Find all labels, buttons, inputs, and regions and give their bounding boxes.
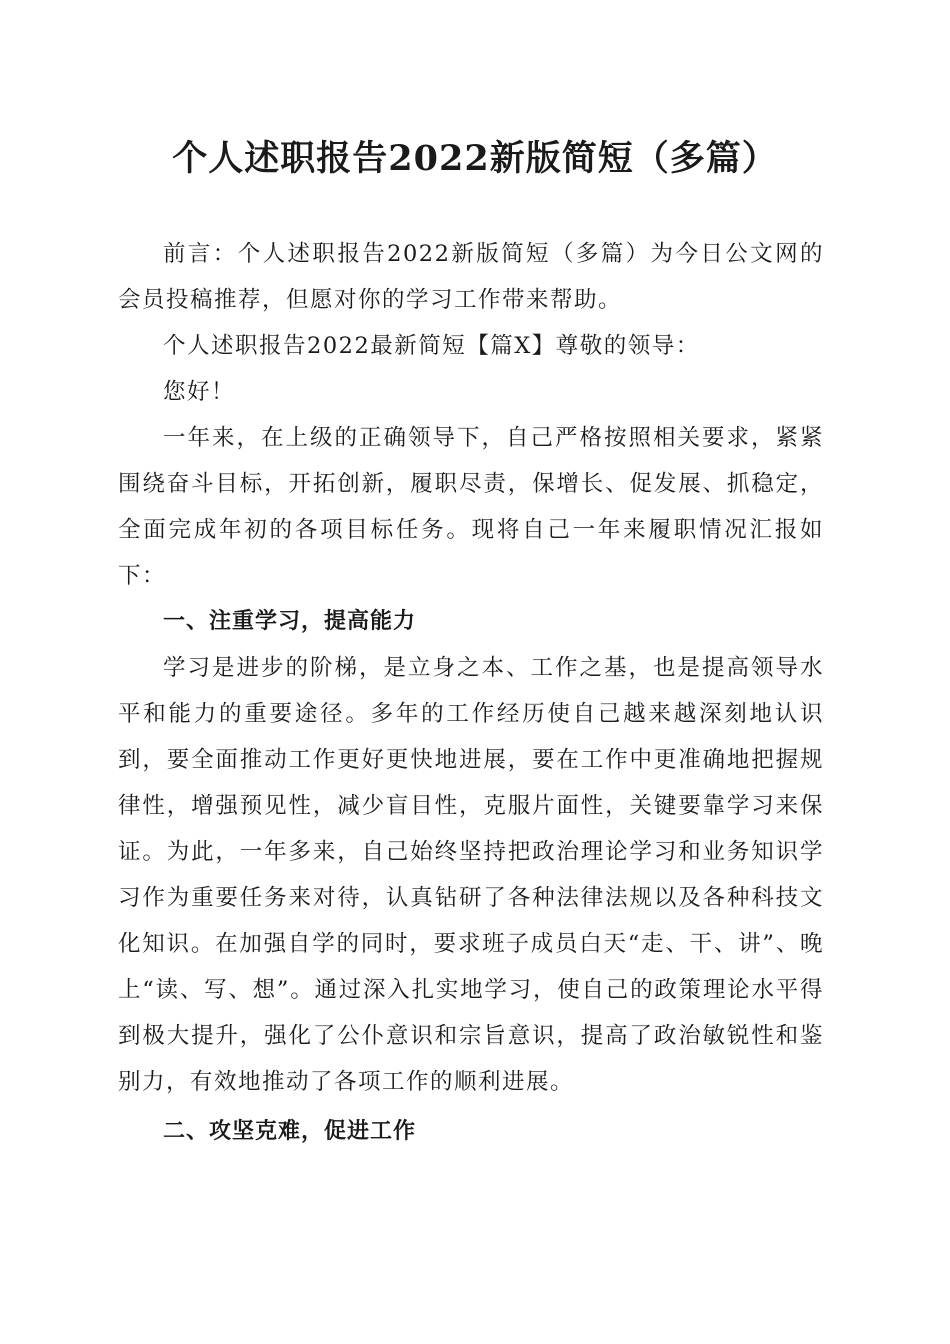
- section-heading-2: 二、攻坚克难，促进工作: [163, 1119, 417, 1144]
- section-1-paragraph: 学习是进步的阶梯，是立身之本、工作之基，也是提高领导水平和能力的重要途径。多年的工作经历使自己越来越深刻地认识到，要全面推动工作更好更快地进展，要在工作中更准确地把握规律性，增强预见性，减少盲目性，克服片面性，关键要靠学习来保证。为此，一年多来，自己始终坚持把政治理论学习和业务知识学习作为重要任务来对待，认真钻研了各种法律法规以及各种科技文化知识。在加强自学的同时，要求班子成员白天“走、干、讲”、晚上“读、写、想”。通过深入扎实地学习，使自己的政策理论水平得到极大提升，强化了公仆意识和宗旨意识，提高了政治敏锐性和鉴别力，有效地推动了各项工作的顺利进展。: [118, 655, 824, 1095]
- intro-paragraph: 一年来，在上级的正确领导下，自己严格按照相关要求，紧紧围绕奋斗目标，开拓创新，履职尽责，保增长、促发展、抓稳定，全面完成年初的各项目标任务。现将自己一年来履职情况汇报如下：: [118, 425, 824, 589]
- document-title: 个人述职报告2022新版简短（多篇）: [172, 138, 778, 179]
- preface-paragraph: 前言：个人述职报告2022新版简短（多篇）为今日公文网的会员投稿推荐，但愿对你的学习工作带来帮助。: [118, 241, 824, 313]
- section-heading-1: 一、注重学习，提高能力: [163, 609, 417, 634]
- greeting-paragraph: 您好！: [163, 379, 236, 405]
- salutation-paragraph: 个人述职报告2022最新简短【篇X】尊敬的领导：: [163, 333, 700, 359]
- document-body: [118, 231, 824, 1155]
